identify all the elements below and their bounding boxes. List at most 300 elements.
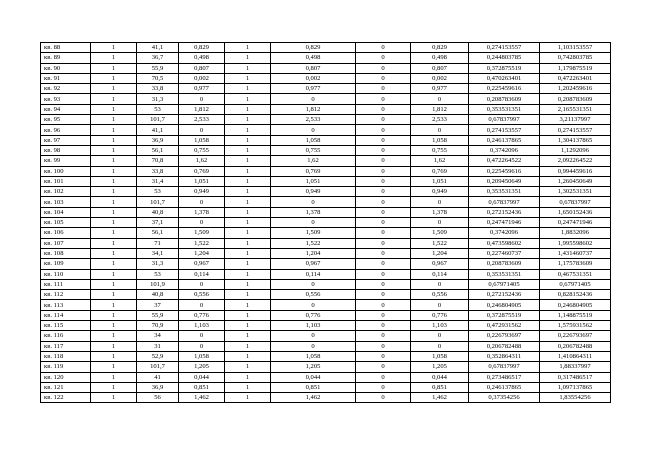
table-row [41,382,611,392]
count-cell: 1 [91,43,137,53]
share-cell: 0,353531351 [469,104,540,114]
area-cell: 55,9 [137,63,179,73]
value-b-cell: 0 [271,331,356,341]
count-cell: 1 [91,279,137,289]
value-a-cell: 1,522 [179,238,225,248]
total-cell: 1,302531351 [540,187,611,197]
value-c-cell: 0,807 [411,63,469,73]
value-c-cell: 1,051 [411,176,469,186]
coef-cell: 1 [225,351,271,361]
zero-cell: 0 [356,331,411,341]
zero-cell: 0 [356,135,411,145]
value-b-cell: 0 [271,125,356,135]
share-cell: 0,353531351 [469,187,540,197]
count-cell: 1 [91,125,137,135]
area-cell: 37 [137,300,179,310]
count-cell: 1 [91,362,137,372]
value-c-cell: 0 [411,197,469,207]
coef-cell: 1 [225,207,271,217]
value-a-cell: 1,204 [179,248,225,258]
total-cell: 1,202459616 [540,84,611,94]
value-c-cell: 0,977 [411,84,469,94]
zero-cell: 0 [356,393,411,403]
count-cell: 1 [91,176,137,186]
count-cell: 1 [91,372,137,382]
value-b-cell: 0,851 [271,382,356,392]
table-row [41,238,611,248]
value-b-cell: 1,204 [271,248,356,258]
value-c-cell: 0,776 [411,310,469,320]
total-cell: 1,650152436 [540,207,611,217]
table-row [41,94,611,104]
value-a-cell: 0 [179,218,225,228]
value-c-cell: 0,769 [411,166,469,176]
total-cell: 0,247471946 [540,218,611,228]
value-b-cell: 0,829 [271,43,356,53]
count-cell: 1 [91,115,137,125]
value-b-cell: 1,378 [271,207,356,217]
value-b-cell: 0 [271,218,356,228]
area-cell: 34,1 [137,248,179,258]
apartment-cell: кв. 121 [41,382,91,392]
area-cell: 70,8 [137,156,179,166]
coef-cell: 1 [225,310,271,320]
total-cell: 0,246804905 [540,300,611,310]
table-row [41,372,611,382]
apartment-cell: кв. 119 [41,362,91,372]
value-a-cell: 0,967 [179,259,225,269]
value-a-cell: 1,509 [179,228,225,238]
zero-cell: 0 [356,290,411,300]
count-cell: 1 [91,197,137,207]
coef-cell: 1 [225,84,271,94]
value-a-cell: 0 [179,341,225,351]
count-cell: 1 [91,321,137,331]
apartment-cell: кв. 106 [41,228,91,238]
value-b-cell: 0,977 [271,84,356,94]
value-b-cell: 0,807 [271,63,356,73]
total-cell: 0,472263401 [540,73,611,83]
total-cell: 1,179875519 [540,63,611,73]
value-a-cell: 0 [179,94,225,104]
area-cell: 53 [137,269,179,279]
total-cell: 1,148875519 [540,310,611,320]
value-b-cell: 0,556 [271,290,356,300]
share-cell: 0,352864311 [469,351,540,361]
share-cell: 0,67971405 [469,279,540,289]
table-row [41,279,611,289]
area-cell: 33,8 [137,84,179,94]
value-b-cell: 0,114 [271,269,356,279]
share-cell: 0,274153557 [469,43,540,53]
value-b-cell: 0,769 [271,166,356,176]
total-cell: 1,304137865 [540,135,611,145]
area-cell: 101,9 [137,279,179,289]
share-cell: 0,208783609 [469,259,540,269]
value-a-cell: 0 [179,279,225,289]
apartment-cell: кв. 99 [41,156,91,166]
zero-cell: 0 [356,166,411,176]
apartment-cell: кв. 103 [41,197,91,207]
area-cell: 37,1 [137,218,179,228]
share-cell: 0,472264522 [469,156,540,166]
share-cell: 0,67837997 [469,197,540,207]
table-row [41,104,611,114]
area-cell: 53 [137,104,179,114]
value-a-cell: 1,051 [179,176,225,186]
table-row [41,321,611,331]
value-c-cell: 0 [411,341,469,351]
share-cell: 0,208783609 [469,94,540,104]
area-cell: 52,9 [137,351,179,361]
value-c-cell: 0,755 [411,145,469,155]
value-a-cell: 0,044 [179,372,225,382]
value-c-cell: 0,967 [411,259,469,269]
share-cell: 0,3742096 [469,145,540,155]
share-cell: 0,225459616 [469,84,540,94]
value-a-cell: 2,533 [179,115,225,125]
apartment-cell: кв. 122 [41,393,91,403]
total-cell: 0,828152436 [540,290,611,300]
coef-cell: 1 [225,135,271,145]
coef-cell: 1 [225,393,271,403]
zero-cell: 0 [356,362,411,372]
value-c-cell: 1,62 [411,156,469,166]
share-cell: 0,226793697 [469,331,540,341]
count-cell: 1 [91,94,137,104]
value-c-cell: 1,103 [411,321,469,331]
zero-cell: 0 [356,382,411,392]
coef-cell: 1 [225,362,271,372]
coef-cell: 1 [225,145,271,155]
coef-cell: 1 [225,372,271,382]
apartment-cell: кв. 97 [41,135,91,145]
coef-cell: 1 [225,382,271,392]
coef-cell: 1 [225,115,271,125]
value-b-cell: 0,498 [271,53,356,63]
value-b-cell: 1,051 [271,176,356,186]
value-b-cell: 0 [271,279,356,289]
apartment-cell: кв. 108 [41,248,91,258]
apartment-cell: кв. 107 [41,238,91,248]
total-cell: 0,317486517 [540,372,611,382]
coef-cell: 1 [225,166,271,176]
table-row [41,300,611,310]
coef-cell: 1 [225,94,271,104]
table-row [41,207,611,217]
table-row [41,351,611,361]
value-c-cell: 2,533 [411,115,469,125]
total-cell: 0,467531351 [540,269,611,279]
area-cell: 41 [137,372,179,382]
area-cell: 41,1 [137,43,179,53]
apartment-cell: кв. 118 [41,351,91,361]
total-cell: 3,21137997 [540,115,611,125]
apartment-cell: кв. 114 [41,310,91,320]
table-row [41,156,611,166]
total-cell: 1,575931562 [540,321,611,331]
coef-cell: 1 [225,125,271,135]
value-b-cell: 0,967 [271,259,356,269]
zero-cell: 0 [356,228,411,238]
apartment-cell: кв. 111 [41,279,91,289]
value-a-cell: 0,977 [179,84,225,94]
value-a-cell: 0,769 [179,166,225,176]
value-c-cell: 0 [411,279,469,289]
value-a-cell: 1,103 [179,321,225,331]
total-cell: 2,092264522 [540,156,611,166]
value-b-cell: 1,62 [271,156,356,166]
value-a-cell: 1,462 [179,393,225,403]
count-cell: 1 [91,310,137,320]
total-cell: 1,260450649 [540,176,611,186]
count-cell: 1 [91,166,137,176]
total-cell: 1,097137865 [540,382,611,392]
coef-cell: 1 [225,104,271,114]
table-row [41,290,611,300]
coef-cell: 1 [225,279,271,289]
share-cell: 0,37354256 [469,393,540,403]
value-b-cell: 0,949 [271,187,356,197]
area-cell: 101,7 [137,115,179,125]
value-c-cell: 0,044 [411,372,469,382]
value-c-cell: 1,522 [411,238,469,248]
total-cell: 0,208783609 [540,94,611,104]
zero-cell: 0 [356,156,411,166]
table-body [41,43,611,403]
value-a-cell: 1,378 [179,207,225,217]
count-cell: 1 [91,269,137,279]
share-cell: 0,244803785 [469,53,540,63]
total-cell: 1,431460737 [540,248,611,258]
value-a-cell: 1,058 [179,351,225,361]
count-cell: 1 [91,393,137,403]
value-a-cell: 0,002 [179,73,225,83]
value-c-cell: 1,509 [411,228,469,238]
area-cell: 53 [137,187,179,197]
count-cell: 1 [91,290,137,300]
table-row [41,218,611,228]
share-cell: 0,247471946 [469,218,540,228]
value-c-cell: 1,204 [411,248,469,258]
value-b-cell: 1,103 [271,321,356,331]
apartment-cell: кв. 102 [41,187,91,197]
zero-cell: 0 [356,300,411,310]
count-cell: 1 [91,53,137,63]
count-cell: 1 [91,341,137,351]
share-cell: 0,470263401 [469,73,540,83]
coef-cell: 1 [225,290,271,300]
table-row [41,197,611,207]
share-cell: 0,3742096 [469,228,540,238]
table-row [41,145,611,155]
area-cell: 33,8 [137,166,179,176]
zero-cell: 0 [356,43,411,53]
zero-cell: 0 [356,176,411,186]
count-cell: 1 [91,73,137,83]
zero-cell: 0 [356,218,411,228]
value-a-cell: 0,776 [179,310,225,320]
value-b-cell: 1,509 [271,228,356,238]
value-c-cell: 0,002 [411,73,469,83]
total-cell: 1,83554256 [540,393,611,403]
value-a-cell: 1,205 [179,362,225,372]
apartment-cell: кв. 117 [41,341,91,351]
share-cell: 0,372875519 [469,63,540,73]
value-a-cell: 0 [179,197,225,207]
total-cell: 1,175783609 [540,259,611,269]
value-b-cell: 1,812 [271,104,356,114]
area-cell: 56,1 [137,228,179,238]
count-cell: 1 [91,382,137,392]
table-row [41,269,611,279]
area-cell: 31,4 [137,176,179,186]
apartment-cell: кв. 105 [41,218,91,228]
area-cell: 36,9 [137,382,179,392]
apartment-cell: кв. 120 [41,372,91,382]
value-a-cell: 0,949 [179,187,225,197]
apartment-cell: кв. 96 [41,125,91,135]
value-b-cell: 1,058 [271,351,356,361]
table-row [41,176,611,186]
share-cell: 0,353531351 [469,269,540,279]
zero-cell: 0 [356,238,411,248]
table-row [41,310,611,320]
total-cell: 0,67971405 [540,279,611,289]
value-c-cell: 1,812 [411,104,469,114]
coef-cell: 1 [225,63,271,73]
apartment-cell: кв. 110 [41,269,91,279]
zero-cell: 0 [356,187,411,197]
coef-cell: 1 [225,259,271,269]
area-cell: 101,7 [137,362,179,372]
count-cell: 1 [91,228,137,238]
value-a-cell: 1,812 [179,104,225,114]
value-a-cell: 0,114 [179,269,225,279]
value-a-cell: 1,62 [179,156,225,166]
total-cell: 0,274153557 [540,125,611,135]
zero-cell: 0 [356,341,411,351]
apartment-cell: кв. 101 [41,176,91,186]
area-cell: 31,3 [137,94,179,104]
zero-cell: 0 [356,259,411,269]
share-cell: 0,246137865 [469,382,540,392]
apartment-cell: кв. 113 [41,300,91,310]
value-c-cell: 0 [411,94,469,104]
zero-cell: 0 [356,145,411,155]
table-row [41,341,611,351]
apartment-cell: кв. 90 [41,63,91,73]
area-cell: 40,8 [137,290,179,300]
coef-cell: 1 [225,176,271,186]
count-cell: 1 [91,218,137,228]
zero-cell: 0 [356,248,411,258]
value-b-cell: 0,002 [271,73,356,83]
value-c-cell: 0,114 [411,269,469,279]
table-row [41,73,611,83]
apartment-cell: кв. 116 [41,331,91,341]
value-c-cell: 1,378 [411,207,469,217]
table-row [41,84,611,94]
share-cell: 0,273486517 [469,372,540,382]
value-b-cell: 1,462 [271,393,356,403]
value-a-cell: 0 [179,300,225,310]
share-cell: 0,67837997 [469,115,540,125]
share-cell: 0,472931562 [469,321,540,331]
zero-cell: 0 [356,115,411,125]
zero-cell: 0 [356,84,411,94]
area-cell: 70,5 [137,73,179,83]
share-cell: 0,225459616 [469,166,540,176]
value-c-cell: 0,556 [411,290,469,300]
coef-cell: 1 [225,300,271,310]
count-cell: 1 [91,135,137,145]
value-c-cell: 0,949 [411,187,469,197]
value-a-cell: 1,058 [179,135,225,145]
value-a-cell: 0,556 [179,290,225,300]
zero-cell: 0 [356,310,411,320]
coef-cell: 1 [225,321,271,331]
total-cell: 0,994459616 [540,166,611,176]
value-b-cell: 2,533 [271,115,356,125]
value-c-cell: 0,498 [411,53,469,63]
table-row [41,248,611,258]
value-c-cell: 0,851 [411,382,469,392]
value-b-cell: 0 [271,300,356,310]
table-row [41,362,611,372]
value-b-cell: 0,755 [271,145,356,155]
share-cell: 0,274153557 [469,125,540,135]
coef-cell: 1 [225,269,271,279]
value-a-cell: 0,851 [179,382,225,392]
table-row [41,187,611,197]
total-cell: 0,226793697 [540,331,611,341]
apartment-cell: кв. 98 [41,145,91,155]
zero-cell: 0 [356,207,411,217]
apartment-cell: кв. 94 [41,104,91,114]
zero-cell: 0 [356,372,411,382]
coef-cell: 1 [225,218,271,228]
apartment-cell: кв. 112 [41,290,91,300]
table-row [41,53,611,63]
coef-cell: 1 [225,197,271,207]
apartment-cell: кв. 95 [41,115,91,125]
table-row [41,331,611,341]
apartment-cell: кв. 92 [41,84,91,94]
coef-cell: 1 [225,73,271,83]
area-cell: 55,9 [137,310,179,320]
value-b-cell: 1,205 [271,362,356,372]
area-cell: 56 [137,393,179,403]
share-cell: 0,227460737 [469,248,540,258]
zero-cell: 0 [356,73,411,83]
value-a-cell: 0,807 [179,63,225,73]
area-cell: 31,3 [137,259,179,269]
coef-cell: 1 [225,156,271,166]
coef-cell: 1 [225,238,271,248]
value-c-cell: 1,058 [411,351,469,361]
value-b-cell: 1,522 [271,238,356,248]
value-c-cell: 1,205 [411,362,469,372]
total-cell: 2,165531351 [540,104,611,114]
total-cell: 0,206782488 [540,341,611,351]
coef-cell: 1 [225,43,271,53]
zero-cell: 0 [356,125,411,135]
value-b-cell: 0 [271,341,356,351]
count-cell: 1 [91,145,137,155]
table-row [41,125,611,135]
zero-cell: 0 [356,321,411,331]
